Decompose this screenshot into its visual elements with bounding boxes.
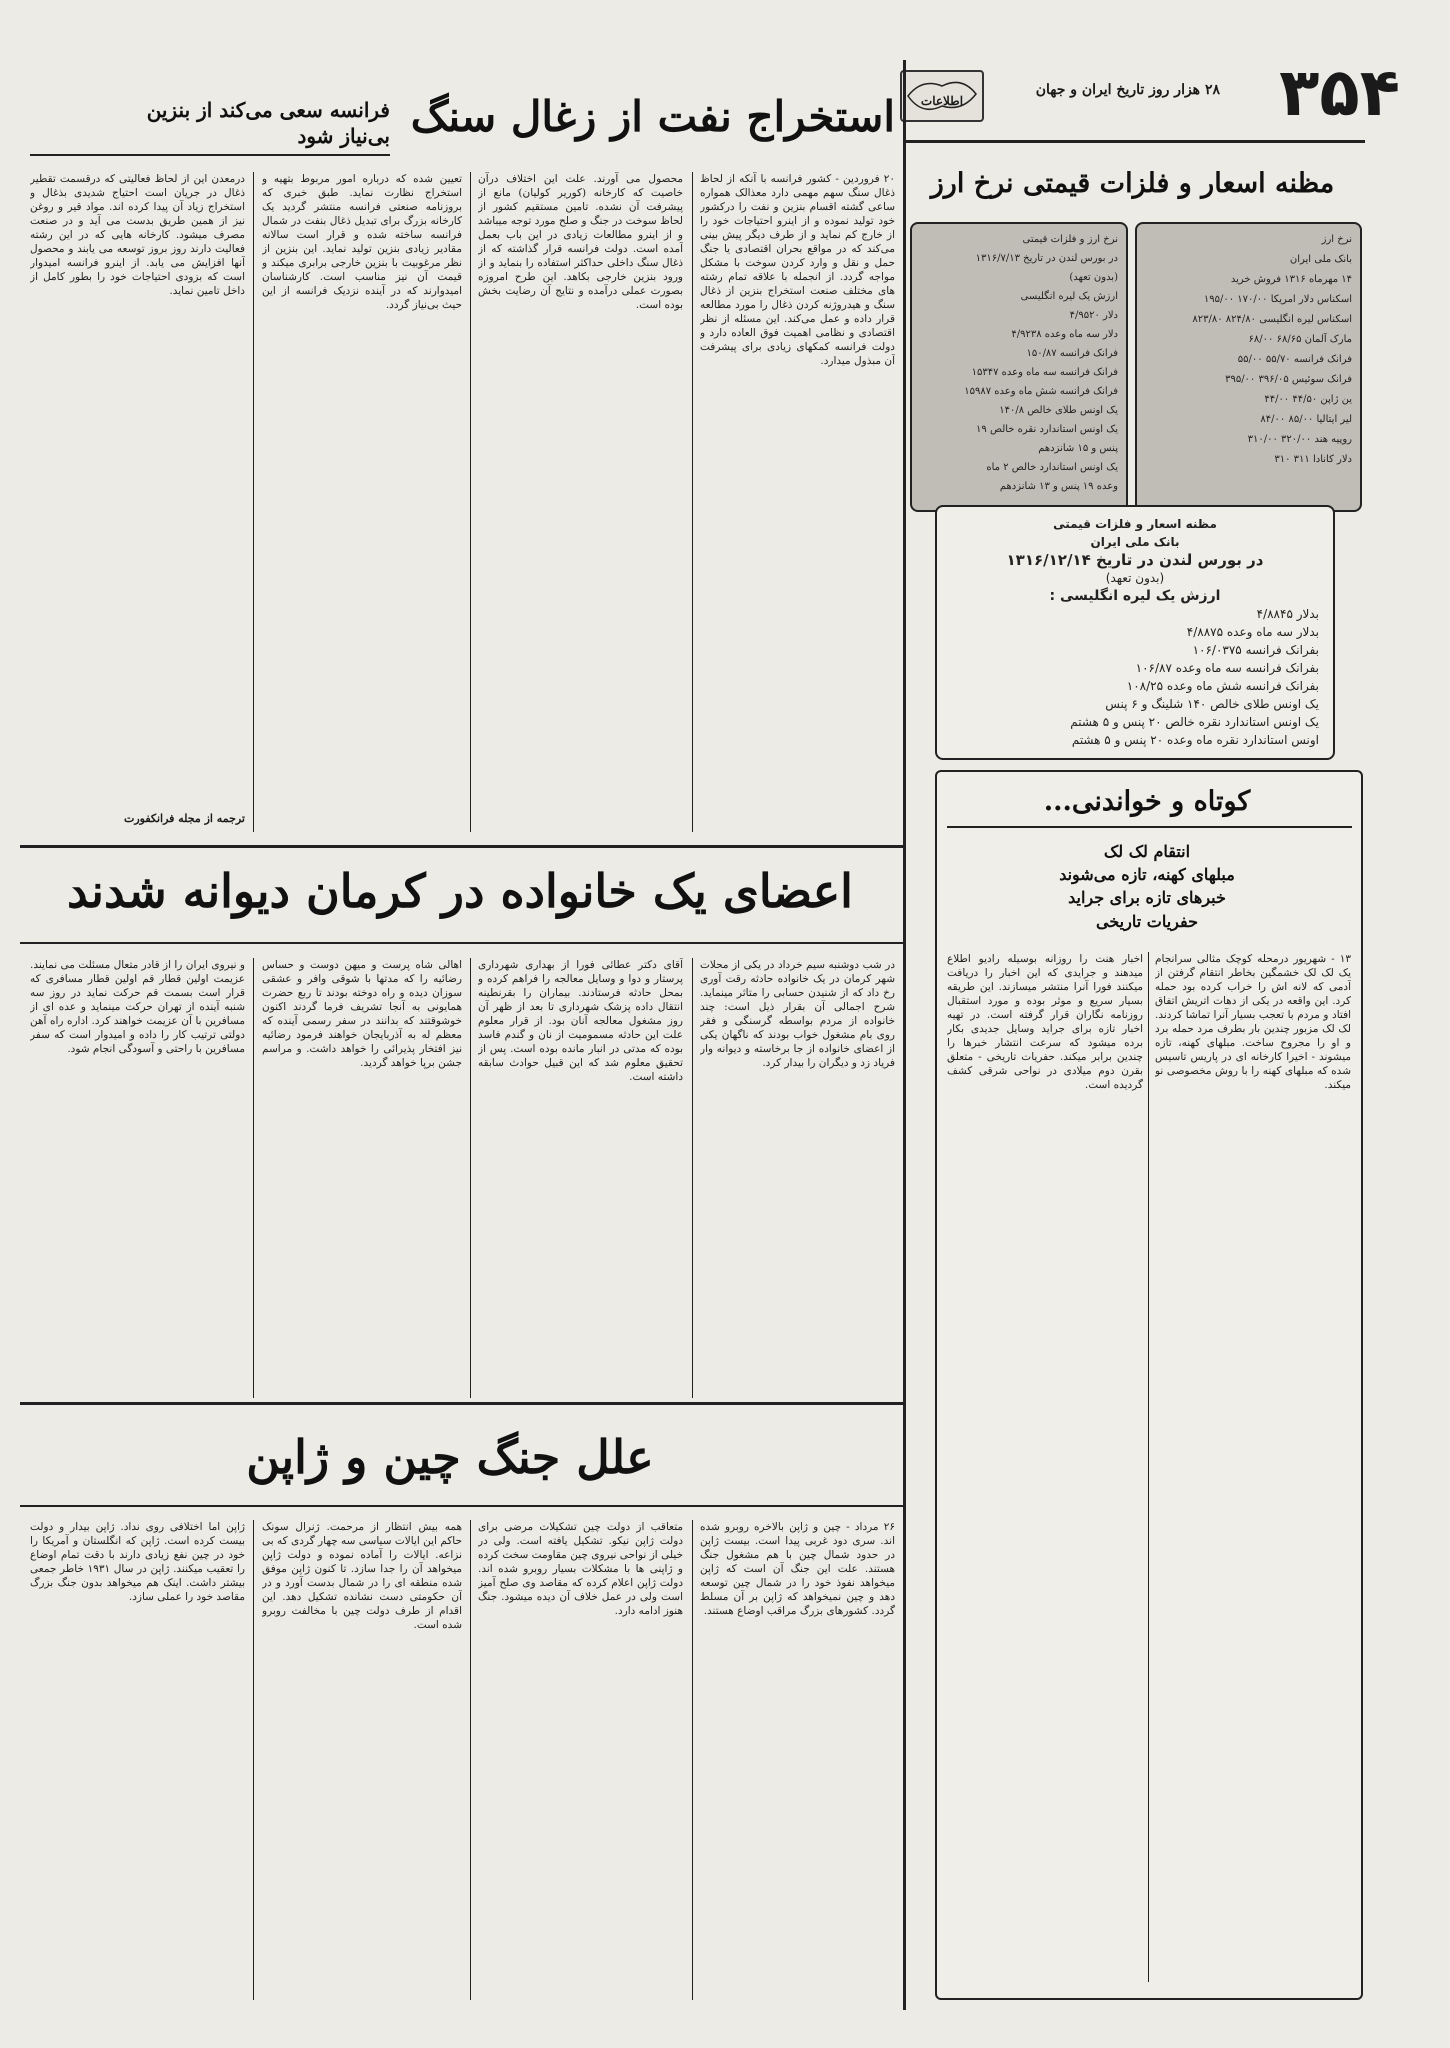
currency-title: مظنه اسعار و فلزات قیمتی نرخ ارز xyxy=(930,168,1335,199)
oil-credit: ترجمه از مجله فرانکفورت xyxy=(123,812,245,825)
kotah-sub1: انتقام لک لک xyxy=(1103,842,1191,861)
oil-column-2: محصول می آورند. علت این اختلاف درآن خاصیت که کارخانه (کوریر کولیان) مانع از پیشرفت آن نشده. تامین مستقیم کشور از لحاظ سوخت در جنگ و صلح مورد توجه میباشد و از اینرو مطالعات زیادی در این باب بعمل آمده است. دولت فرانسه قرار گذاشته که از ذغال سنگ داخلی حداکثر استفاده را بنماید و از ورود بنزین خارجی بکاهد. این طرح امروزه بصورت عملی درآمده و نتایج آن رضایت بخش بوده است. xyxy=(478,173,683,311)
kerman-column-3: اهالی شاه پرست و میهن دوست و حساس رضائیه را که مدتها با شوقی وافر و عشقی سوزان دیده و راه دوخته بودند تا ربع حضرت همایونی به آنجا تشریف فرما گردند اکنون خوشوقتند که بدانند در سفر رسمی آینده که معظم له به آذربایجان خواهند فرمود رضائیه نیز افتخار پذیرائی را خواهد داشت. و مراسم جشن برپا خواهد گردید. xyxy=(262,959,462,1069)
logo-stamp xyxy=(900,70,984,122)
oil-column-1: ۲۰ فروردین - کشور فرانسه با آنکه از لحاظ ذغال سنگ سهم مهمی دارد معذالک همواره ساعی گشته اقسام بنزین و نفت را درکشور خود تولید نموده و از اینرو احتیاجات خود را از خارج کم نماید و از طرف دیگر پیش بینی می‌کند که در مواقع بحران اقتصادی یا جنگ حمل و نقل و وارد کردن سوخت با مشکل مواجه گردد. از انجمله با علاقه تمام رشته های مختلف صنعت استخراج بنزین از ذغال سنگ و هیدروژنه کردن ذغال را مورد مطالعه قرار داده و عمل می‌کند. این مسئله از نظر اقتصادی و نظامی اهمیت فوق العاده دارد و دولت فرانسه کمکهای زیادی برای پیشرفت آن مبذول میدارد. xyxy=(700,173,895,367)
kerman-headline: اعضای یک خانواده در کرمان دیوانه شدند xyxy=(67,864,853,918)
kotah-sub3: خبرهای تازه برای جراید xyxy=(1068,888,1226,907)
kotah-sub4: حفریات تاریخی xyxy=(1096,912,1198,931)
oil-side-headline-2: بی‌نیاز شود xyxy=(297,124,390,148)
war-column-1: ۲۶ مرداد - چین و ژاپن بالاخره روبرو شده اند. سری دود غربی پیدا است. بیست ژاپن در حدود شمال چین با هم مشغول جنگ هستند. علت این جنگ آن است که ژاپن میخواهد نفوذ خود را در شمال چین توسعه دهد و چین نمیخواهد که ژاپن بر آن مسلط گردد. کشورهای بزرگ مراقب اوضاع هستند. xyxy=(700,1521,895,1617)
oil-bottom-rule xyxy=(20,845,903,848)
oil-headline: استخراج نفت از زغال سنگ xyxy=(410,92,895,141)
page-number: ۳۵۴ xyxy=(1279,54,1400,131)
kerman-column-4: و نیروی ایران را از قادر متعال مسئلت می نمایند. عزیمت اولین قطار قم اولین قطار مسافری که قرار است بسمت قم حرکت نماید در روز سه شنبه آینده از تهران حرکت مینماید و عده ای از مسافرین با آن عزیمت خواهند کرد. اداره راه آهن دولتی ترتیب کار را داده و امیدوار است که سفر مسافرین با راحتی و آسودگی انجام شود. xyxy=(30,959,245,1055)
oil-divider-3 xyxy=(253,172,254,832)
war-divider-2 xyxy=(470,1520,471,2000)
masthead xyxy=(900,54,1400,134)
oil-column-4: درمعدن این از لحاظ فعالیتی که درقسمت تقطیر ذغال در جریان است احتیاج شدیدی بذغال و استخراج زیاد آن پیدا کرده اند. مواد قیر و روغن نیز از همین طریق بدست می آید و در صنعت مصرف میشود. کارخانه هایی که در این رشته فعالیت دارند روز بروز توسعه می یابند و محصول آنها افزایش می یابد. از اینرو فرانسه امیدوار است که بزودی احتیاجات خود را بطور کامل از داخل تامین نماید. xyxy=(30,173,245,297)
war-divider-3 xyxy=(253,1520,254,2000)
oil-side-rule xyxy=(30,154,390,156)
kotah-divider xyxy=(1148,952,1149,1982)
war-divider-1 xyxy=(692,1520,693,2000)
kerman-column-2: آقای دکتر عطائی فورا از بهداری شهرداری پرستار و دوا و وسایل معالجه را فراهم کرده و بمحل حادثه فرستادند. بیماران را بقرنطینه انتقال داده پزشک شهرداری تا بعد از ظهر آن روز مشغول معالجه آنان بود. از قرار معلوم علت این حادثه مسمومیت از نان و گندم فاسد بوده که مدتی در انبار مانده بوده است. پس از تحقیق معلوم شد که این قبیل حوادث سابقه داشته است. xyxy=(478,959,683,1083)
currency-box-bottom xyxy=(935,505,1335,760)
currency-box-bottom-text: مظنه اسعار و فلزات قیمتی بانک ملی ایران در بورس لندن در تاریخ ۱۳۱۶/۱۲/۱۴ (بدون تعهد) ارزش یک لیره انگلیسی : بدلار ۴/۸۸۴۵ بدلار سه ماه وعده ۴/۸۸۷۵ بفرانک فرانسه ۱۰۶/۰۳۷۵ بفرانک فرانسه سه ماه وعده ۱۰۶/۸۷ بفرانک فرانسه شش ماه وعده ۱۰۸/۲۵ یک اونس طلای خالص ۱۴۰ شلینگ و ۶ پنس یک اونس استاندارد نقره خالص ۲۰ پنس و ۵ هشتم اونس استاندارد نقره ماه وعده ۲۰ پنس و ۵ هشتم xyxy=(1006,517,1319,747)
main-vertical-rule xyxy=(903,60,906,2010)
war-headline-rule xyxy=(20,1505,903,1507)
kerman-column-1: در شب دوشنبه سیم خرداد در یکی از محلات شهر کرمان در یک خانواده حادثه رقت آوری رخ داد که از شنیدن حسابی را متاثر مینماید. شرح اجمالی آن بقرار ذیل است: چند خانواده از مردم بواسطه گرسنگی و فقر روی بام مشغول خواب بودند که ناگهان یکی از اعضای خانواده از جا برخاسته و دیوانه وار فریاد زد و دیگران را بیدار کرد. xyxy=(700,959,895,1069)
kerman-divider-1 xyxy=(692,958,693,1398)
logo-text: اطلاعات xyxy=(920,94,964,108)
kerman-divider-3 xyxy=(253,958,254,1398)
kerman-bottom-rule xyxy=(20,1402,903,1405)
war-column-2: متعاقب از دولت چین تشکیلات مرضی برای دولت ژاپن نیکو. تشکیل یافته است. ولی در خیلی از نواحی نیروی چین مقاومت سخت کرده و ژاپنی ها با مشکلات بسیار روبرو شده اند. دولت ژاپن اعلام کرده که مقاصد وی صلح آمیز است ولی در عمل خلاف آن دیده میشود. جنگ هنوز ادامه دارد. xyxy=(478,1521,683,1617)
kotah-sub2: مبلهای کهنه، تازه می‌شوند xyxy=(1059,865,1235,884)
kerman-headline-rule xyxy=(20,942,903,944)
kotah-column-2: اخبار هنت را روزانه بوسیله رادیو اطلاع میدهند و جرایدی که این اخبار را دریافت میکنند فورا آنرا منتشر میسازند. این طریقه بسیار سریع و موثر بوده و مورد استقبال روزنامه نگاران قرار گرفته است. در تهیه اخبار تازه برای جراید وسایل جدیدی بکار برده میشود که سرعت انتشار خبرها را چندین برابر میکند. حفریات تاریخی - متعلق بقرن دوم میلادی در نواحی شرقی کشف گردیده است. xyxy=(947,953,1143,1091)
kotah-box xyxy=(935,770,1363,2000)
masthead-rule xyxy=(905,140,1365,143)
war-column-3: همه بیش انتظار از مرحمت. ژنرال سونک حاکم این ایالات سیاسی سه چهار گردی که بی نزاعه. ایالات را آماده نموده و دولت ژاپن میخواهد آن را جدا سازد. تا کنون ژاپن موفق شده منطقه ای را در شمال بدست آورد و در آن حکومتی دست نشانده تشکیل دهد. این اقدام از طرف دولت چین با مخالفت روبرو شده است. xyxy=(262,1521,462,1631)
kerman-divider-2 xyxy=(470,958,471,1398)
oil-column-3: تعیین شده که درباره امور مربوط بتهیه و استخراج نظارت نماید. طبق خبری که بروزنامه صنعتی فرانسه منتشر گردید یک کارخانه بزرگ برای تبدیل ذغال بنفت در شمال فرانسه ساخته شده و قرار است سالانه مقادیر زیادی بنزین تولید نماید. این بنزین از نظر مرغوبیت با بنزین خارجی برابری میکند و قیمت آن نیز مناسب است. کارشناسان امیدوارند که در آینده نزدیک فرانسه از این حیث بی‌نیاز گردد. xyxy=(262,173,462,311)
oil-divider-2 xyxy=(470,172,471,832)
currency-box-right xyxy=(1135,222,1362,512)
war-headline: علل جنگ چین و ژاپن xyxy=(246,1430,654,1484)
currency-box-right-text: نرخ ارز بانک ملی ایران ۱۴ مهرماه ۱۳۱۶ فروش خرید اسکناس دلار امریکا ۱۷۰/۰۰ ۱۹۵/۰۰ اسکناس لیره انگلیسی ۸۲۴/۸۰ ۸۲۳/۸۰ مارک آلمان ۶۸/۶۵ ۶۸/۰۰ فرانک فرانسه ۵۵/۷۰ ۵۵/۰۰ فرانک سوئیس ۳۹۶/۰۵ ۳۹۵/۰۰ ین ژاپن ۴۴/۵۰ ۴۴/۰۰ لیر ایتالیا ۸۵/۰۰ ۸۴/۰۰ روپیه هند ۳۲۰/۰۰ ۳۱۰/۰۰ دلار کانادا ۳۱۱ ۳۱۰ xyxy=(1192,234,1352,465)
kotah-title: کوتاه و خواندنی... xyxy=(1043,786,1251,817)
masthead-subtitle: ۲۸ هزار روز تاریخ ایران و جهان xyxy=(1035,82,1220,98)
kotah-column-1: ۱۳ - شهریور درمحله کوچک مثالی سرانجام یک لک لک خشمگین بخاطر انتقام گرفتن از آدمی که لانه اش را خراب کرده بود حمله کرد. این واقعه در یکی از دهات اتریش اتفاق افتاد و مردم با تعجب بسیار آنرا تماشا کردند. لک لک مزبور چندین بار بطرف مرد حمله برد و او را مجروح ساخت. مبلهای کهنه، تازه میشوند - اخیرا کارخانه ای در پاریس تاسیس شده که مبلهای کهنه را با روش مخصوصی نو میکند. xyxy=(1155,953,1351,1091)
kotah-title-rule xyxy=(947,826,1352,828)
oil-divider-1 xyxy=(692,172,693,832)
currency-box-left-text: نرخ ارز و فلزات قیمتی در بورس لندن در تاریخ ۱۳۱۶/۷/۱۳ (بدون تعهد) ارزش یک لیره انگلیسی دلار ۴/۹۵۲۰ دلار سه ماه وعده ۴/۹۲۳۸ فرانک فرانسه ۱۵۰/۸۷ فرانک فرانسه سه ماه وعده ۱۵۳۴۷ فرانک فرانسه شش ماه وعده ۱۵۹۸۷ یک اونس طلای خالص ۱۴۰/۸ یک اونس استاندارد نقره خالص ۱۹ پنس و ۱۵ شانزدهم یک اونس استاندارد خالص ۲ ماه وعده ۱۹ پنس و ۱۳ شانزدهم xyxy=(964,234,1118,492)
currency-box-left xyxy=(910,222,1128,512)
war-column-4: ژاپن اما اختلافی روی نداد. ژاپن بیدار و دولت بیست کرده است. ژاپن که انگلستان و آمریکا را خود در چین نفع زیادی دارند با دقت تمام اوضاع را تعقیب میکنند. ژاپن در سال ۱۹۳۱ خاطر جمعی بیشتر داشت. اینک هم میخواهد بدون جنگ بزرگ مقاصد خود را عملی سازد. xyxy=(30,1521,245,1603)
oil-side-headline-1: فرانسه سعی می‌کند از بنزین xyxy=(146,98,390,122)
